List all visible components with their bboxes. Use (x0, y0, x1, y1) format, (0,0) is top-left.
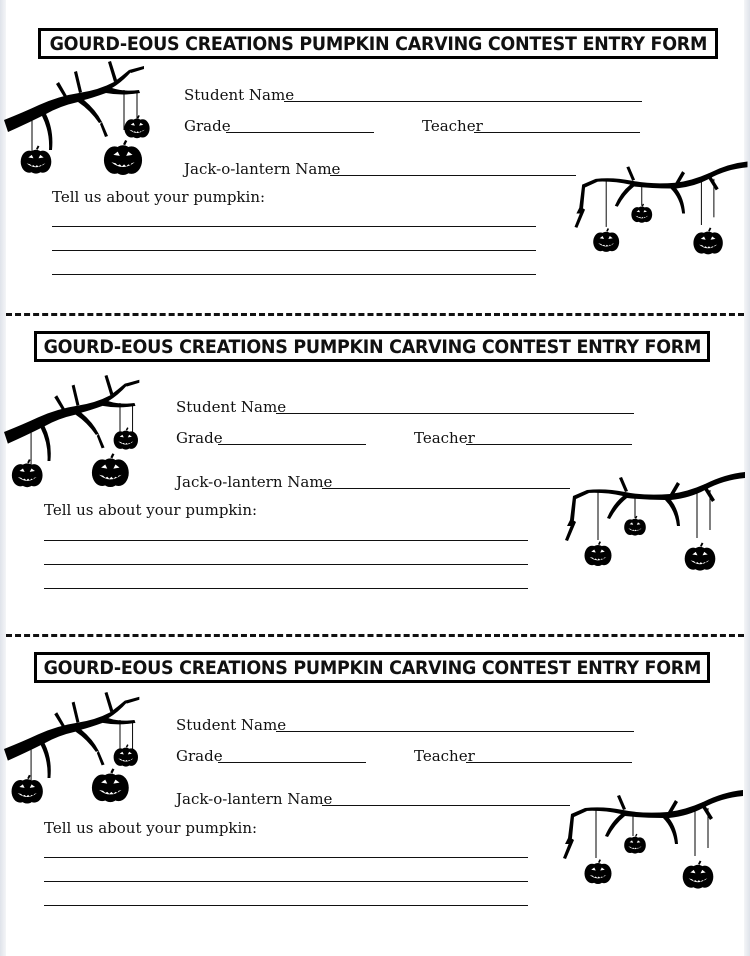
teacher-label: Teacher (414, 747, 475, 765)
description-line-1[interactable] (52, 226, 536, 227)
left-tree-decoration-icon (4, 688, 149, 810)
form-title: GOURD-EOUS CREATIONS PUMPKIN CARVING CONTEST ENTRY FORM (34, 331, 710, 362)
description-line-3[interactable] (52, 274, 536, 275)
description-line-3[interactable] (44, 905, 528, 906)
grade-label: Grade (176, 747, 223, 765)
teacher-label: Teacher (414, 429, 475, 447)
entry-form-2 (0, 312, 750, 612)
jack-o-lantern-name-field[interactable] (322, 488, 570, 489)
form-title: GOURD-EOUS CREATIONS PUMPKIN CARVING CONTEST ENTRY FORM (38, 28, 718, 59)
left-tree-decoration-icon (4, 372, 149, 492)
description-line-1[interactable] (44, 540, 528, 541)
description-line-2[interactable] (44, 564, 528, 565)
description-line-3[interactable] (44, 588, 528, 589)
tell-us-label: Tell us about your pumpkin: (52, 188, 266, 206)
student-name-field[interactable] (276, 731, 634, 732)
entry-form-3 (0, 630, 750, 930)
tell-us-label: Tell us about your pumpkin: (44, 501, 258, 519)
student-name-label: Student Name (176, 398, 287, 416)
jack-o-lantern-name-field[interactable] (322, 805, 570, 806)
grade-field[interactable] (218, 444, 366, 445)
teacher-field[interactable] (466, 762, 632, 763)
student-name-field[interactable] (284, 101, 642, 102)
form-title: GOURD-EOUS CREATIONS PUMPKIN CARVING CONTEST ENTRY FORM (34, 652, 710, 683)
grade-field[interactable] (226, 132, 374, 133)
teacher-field[interactable] (474, 132, 640, 133)
entry-form-1 (0, 0, 750, 300)
student-name-label: Student Name (184, 86, 295, 104)
right-tree-decoration-icon (572, 150, 750, 275)
teacher-field[interactable] (466, 444, 632, 445)
grade-field[interactable] (218, 762, 366, 763)
student-name-field[interactable] (276, 413, 634, 414)
student-name-label: Student Name (176, 716, 287, 734)
description-line-2[interactable] (44, 881, 528, 882)
jack-o-lantern-name-label: Jack-o-lantern Name (184, 160, 341, 178)
right-tree-decoration-icon (556, 778, 750, 908)
grade-label: Grade (176, 429, 223, 447)
jack-o-lantern-name-label: Jack-o-lantern Name (176, 473, 333, 491)
left-tree-decoration-icon (4, 60, 154, 180)
description-line-2[interactable] (52, 250, 536, 251)
grade-label: Grade (184, 117, 231, 135)
right-tree-decoration-icon (560, 460, 750, 590)
description-line-1[interactable] (44, 857, 528, 858)
tell-us-label: Tell us about your pumpkin: (44, 819, 258, 837)
jack-o-lantern-name-label: Jack-o-lantern Name (176, 790, 333, 808)
teacher-label: Teacher (422, 117, 483, 135)
jack-o-lantern-name-field[interactable] (330, 175, 576, 176)
